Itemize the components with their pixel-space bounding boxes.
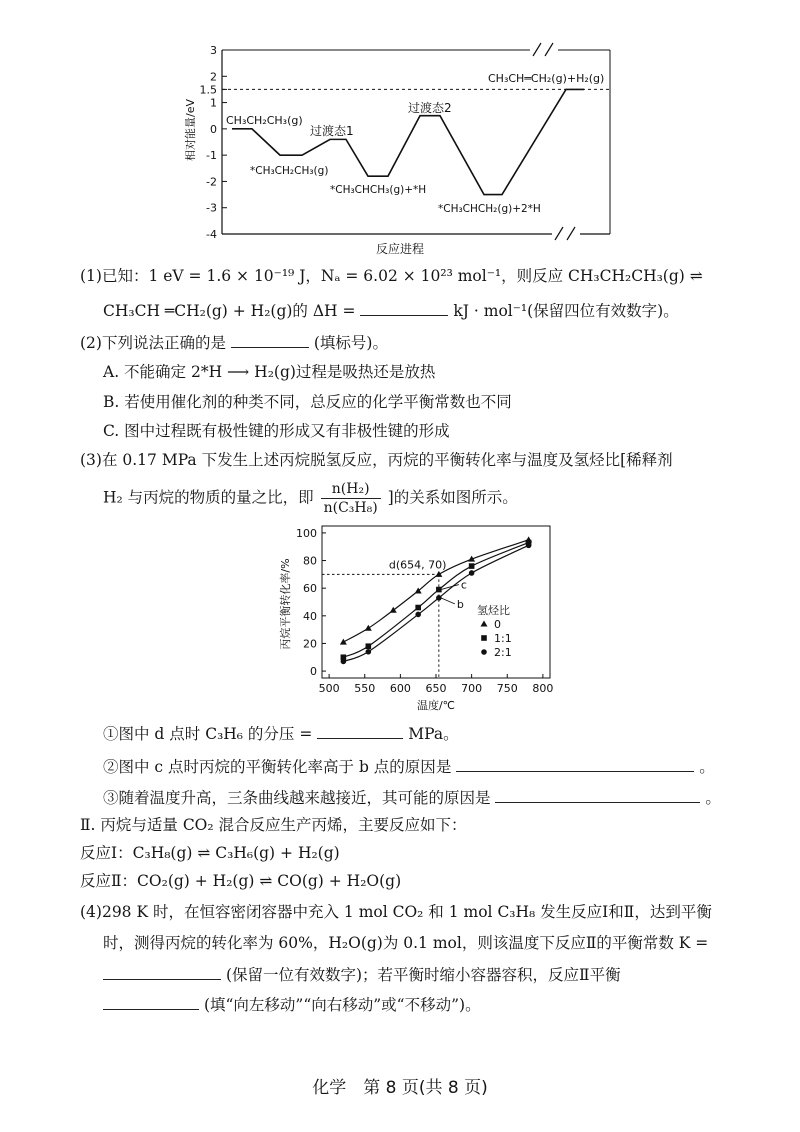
q3-sub3-text: ③随着温度升高，三条曲线越来越接近，其可能的原因是 <box>103 789 491 807</box>
q2-option-a: A. 不能确定 2*H ⟶ H₂(g)过程是吸热还是放热 <box>103 363 436 381</box>
legend-marker-square <box>481 635 487 641</box>
conversion-x-tick-label: 750 <box>496 682 518 695</box>
conversion-x-axis-label: 温度/℃ <box>416 699 456 712</box>
species-adsorbed-propane: *CH₃CH₂CH₃(g) <box>250 165 329 177</box>
point-c-label: c <box>460 578 467 592</box>
q3-line2-tail: ]的关系如图所示。 <box>387 488 518 507</box>
energy-y-tick-label: 2 <box>210 70 217 84</box>
conversion-x-tick-label: 800 <box>532 682 554 695</box>
reaction-1: 反应Ⅰ：C₃H₈(g) ⇌ C₃H₆(g) + H₂(g) <box>80 844 340 862</box>
conversion-chart <box>270 518 560 713</box>
data-point-circle <box>341 659 347 665</box>
conversion-plot-frame <box>322 526 550 678</box>
fraction-numerator: n(H₂) <box>321 480 381 499</box>
q3-sub2-tail: 。 <box>699 758 715 776</box>
transition-state-2: 过渡态2 <box>408 101 452 115</box>
energy-y-tick-label: -1 <box>206 149 217 163</box>
species-product: CH₃CH═CH₂(g)+H₂(g) <box>488 72 605 85</box>
q3-line2-text: H₂ 与丙烷的物质的量之比，即 <box>103 488 314 507</box>
hydrocarbon-ratio-fraction <box>321 480 381 517</box>
conversion-x-tick-label: 650 <box>425 682 447 695</box>
data-point-circle <box>415 612 421 618</box>
q3-sub3-blank[interactable] <box>495 786 700 803</box>
energy-y-tick-label: -2 <box>206 175 217 189</box>
data-point-circle <box>436 595 442 601</box>
data-point-triangle <box>340 639 347 645</box>
conversion-y-tick-label: 100 <box>296 526 317 540</box>
conversion-y-tick-label: 20 <box>303 637 317 651</box>
energy-y-tick-label: 0 <box>210 122 217 136</box>
q3-line1: (3)在 0.17 MPa 下发生上述丙烷脱氢反应，丙烷的平衡转化率与温度及氢烃比[稀释剂 <box>80 451 673 469</box>
conversion-y-tick-label: 60 <box>303 582 317 596</box>
q1-line2-text: CH₃CH ═CH₂(g) + H₂(g)的 ΔH = <box>103 302 356 320</box>
q3-sub2-text: ②图中 c 点时丙烷的平衡转化率高于 b 点的原因是 <box>103 758 452 776</box>
energy-y-tick-label: 1 <box>210 96 217 110</box>
data-point-circle <box>366 649 372 655</box>
q4-line2: 时，测得丙烷的转化率为 60%，H₂O(g)为 0.1 mol，则该温度下反应Ⅱ的平衡常数 K = <box>103 934 709 952</box>
legend-entry-label: 0 <box>494 618 501 631</box>
conversion-legend <box>481 618 512 659</box>
q4-shift-blank[interactable] <box>103 993 199 1010</box>
legend-title: 氢烃比 <box>477 604 510 617</box>
point-d-label: d(654, 70) <box>388 558 447 572</box>
data-point-circle <box>526 543 532 549</box>
data-point-square <box>415 605 421 611</box>
energy-y-axis-label: 相对能量/eV <box>184 99 197 161</box>
q2-stem-text: (2)下列说法正确的是 <box>80 334 226 352</box>
energy-y-ticks <box>200 44 228 241</box>
q2-stem <box>80 331 388 353</box>
part2-title: Ⅱ. 丙烷与适量 CO₂ 混合反应生产丙烯，主要反应如下： <box>80 816 467 834</box>
q3-sub1-text: ①图中 d 点时 C₃H₆ 的分压 = <box>103 725 313 743</box>
point-b-leader <box>441 598 455 604</box>
legend-entry-label: 1:1 <box>494 632 512 645</box>
fraction-denominator: n(C₃H₈) <box>323 500 378 516</box>
legend-marker-circle <box>481 649 487 655</box>
data-point-square <box>469 563 475 569</box>
conversion-y-axis-label: 丙烷平衡转化率/% <box>279 558 292 650</box>
q4-line4-text: (填“向左移动”“向右移动”或“不移动”)。 <box>203 996 481 1014</box>
energy-x-axis-label: 反应进程 <box>375 242 425 256</box>
point-b-label: b <box>456 597 464 611</box>
data-point-triangle <box>390 607 397 613</box>
q4-k-blank[interactable] <box>103 963 221 980</box>
legend-entry-label: 2:1 <box>494 646 512 659</box>
q1-line1: (1)已知：1 eV = 1.6 × 10⁻¹⁹ J，Nₐ = 6.02 × 10²³ mol⁻¹，则反应 CH₃CH₂CH₃(g) ⇌ <box>80 267 703 285</box>
q1-line2 <box>103 299 679 321</box>
energy-y-tick-label: 1.5 <box>199 83 217 97</box>
conversion-x-tick-label: 700 <box>461 682 483 695</box>
q4-line3 <box>103 963 621 985</box>
q3-sub1-blank[interactable] <box>317 722 403 739</box>
q4-line3-text: (保留一位有效数字)；若平衡时缩小容器容积，反应Ⅱ平衡 <box>225 966 621 984</box>
q3-sub2 <box>103 755 715 777</box>
q3-sub1-tail: MPa。 <box>408 725 459 743</box>
page-footer: 化学 第 8 页(共 8 页) <box>312 1078 488 1098</box>
energy-y-tick-label: -4 <box>206 228 217 241</box>
q2-option-b: B. 若使用催化剂的种类不同，总反应的化学平衡常数也不同 <box>103 393 512 411</box>
data-point-square <box>436 587 442 593</box>
conversion-y-tick-label: 80 <box>303 554 317 568</box>
q3-sub3-tail: 。 <box>705 789 721 807</box>
energy-y-tick-label: 3 <box>210 44 217 57</box>
conversion-x-tick-label: 600 <box>389 682 411 695</box>
conversion-x-tick-label: 500 <box>318 682 340 695</box>
species-propane: CH₃CH₂CH₃(g) <box>226 114 303 127</box>
conversion-y-tick-label: 0 <box>310 665 317 679</box>
q2-option-c: C. 图中过程既有极性键的形成又有非极性键的形成 <box>103 422 450 440</box>
q4-line1: (4)298 K 时，在恒容密闭容器中充入 1 mol CO₂ 和 1 mol C₃H₈ 发生反应Ⅰ和Ⅱ，达到平衡 <box>80 903 712 921</box>
q4-line4 <box>103 993 481 1015</box>
conversion-x-tick-label: 550 <box>354 682 376 695</box>
q3-sub1 <box>103 722 459 744</box>
q2-stem-tail: (填标号)。 <box>313 334 388 352</box>
data-point-triangle <box>435 571 442 577</box>
q3-sub3 <box>103 786 721 808</box>
species-intermediate-1: *CH₃CHCH₃(g)+*H <box>330 184 427 196</box>
legend-marker-triangle <box>481 621 488 627</box>
reaction-2: 反应Ⅱ：CO₂(g) + H₂(g) ⇌ CO(g) + H₂O(g) <box>80 872 402 890</box>
q3-line2 <box>103 480 518 517</box>
data-point-triangle <box>365 625 372 631</box>
conversion-y-tick-label: 40 <box>303 609 317 623</box>
data-point-square <box>366 643 372 649</box>
transition-state-1: 过渡态1 <box>310 124 354 138</box>
q1-line2-tail: kJ · mol⁻¹(保留四位有效数字)。 <box>453 302 679 320</box>
q2-answer-blank[interactable] <box>231 331 309 348</box>
species-intermediate-2: *CH₃CHCH₂(g)+2*H <box>438 203 541 215</box>
q3-sub2-blank[interactable] <box>456 755 694 772</box>
q1-answer-blank[interactable] <box>360 299 448 316</box>
conversion-guides <box>322 574 439 678</box>
energy-diagram <box>160 38 640 260</box>
energy-y-tick-label: -3 <box>206 201 217 215</box>
data-point-circle <box>469 570 475 576</box>
